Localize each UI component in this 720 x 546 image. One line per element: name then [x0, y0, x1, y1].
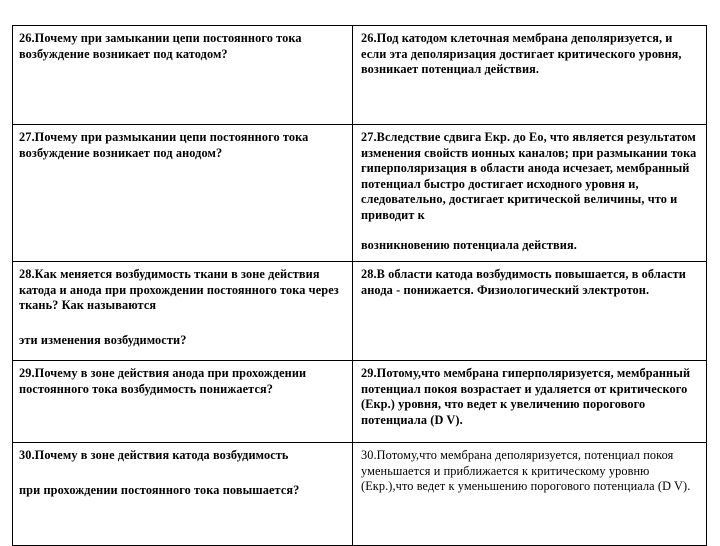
question-text: 28.Как меняется возбудимость ткани в зоне действия катода и анода при прохождении постоянного тока через ткань? Как называются — [19, 267, 339, 312]
table-row — [13, 262, 707, 361]
question-cell — [13, 125, 353, 262]
table-row — [13, 443, 707, 546]
question-cell — [13, 26, 353, 125]
answer-cell — [353, 26, 707, 125]
question-text: 26.Почему при замыкании цепи постоянного тока возбуждение возникает под катодом? — [19, 31, 302, 61]
question-text: 30.Почему в зоне действия катода возбудимость — [19, 448, 289, 462]
answer-text: 30.Потому,что мембрана деполяризуется, потенциал покоя уменьшается и приближается к критическому уровню (Екр.),что ведет к уменьшению порогового потенциала (D V). — [361, 448, 691, 493]
answer-cell — [353, 125, 707, 262]
question-text-continued: эти изменения возбудимости? — [19, 332, 187, 347]
question-text-continued: при прохождении постоянного тока повышается? — [19, 482, 300, 497]
answer-text-continued: возникновению потенциала действия. — [361, 238, 577, 252]
qa-table — [12, 25, 707, 546]
answer-text: 27.Вследствие сдвига Екр. до Ео, что является результатом изменения свойств ионных каналов; при размыкании тока гиперполяризация в области анода исчезает, мембранный потенциал быстро достигает исходного уровня и, следовательно, достигает критической величины, что и приводит к — [361, 130, 697, 222]
answer-cell — [353, 443, 707, 546]
table-row — [13, 125, 707, 262]
question-cell — [13, 262, 353, 361]
answer-text: 26.Под катодом клеточная мембрана деполяризуется, и если эта деполяризация достигает критического уровня, возникает потенциал действия. — [361, 31, 682, 76]
question-text: 29.Почему в зоне действия анода при прохождении постоянного тока возбудимость понижается? — [19, 366, 307, 396]
answer-text: 29.Потому,что мембрана гиперполяризуется, мембранный потенциал покоя возрастает и удаляется от критического (Екр.) уровня, что ведет к увеличению порогового потенциала (D V). — [361, 366, 691, 427]
table-row — [13, 26, 707, 125]
table-row — [13, 361, 707, 443]
question-cell — [13, 361, 353, 443]
answer-text: 28.В области катода возбудимость повышается, в области анода - понижается. Физиологический электротон. — [361, 267, 686, 297]
question-cell — [13, 443, 353, 546]
answer-cell — [353, 361, 707, 443]
question-text: 27.Почему при размыкании цепи постоянного тока возбуждение возникает под анодом? — [19, 130, 309, 160]
answer-cell — [353, 262, 707, 361]
